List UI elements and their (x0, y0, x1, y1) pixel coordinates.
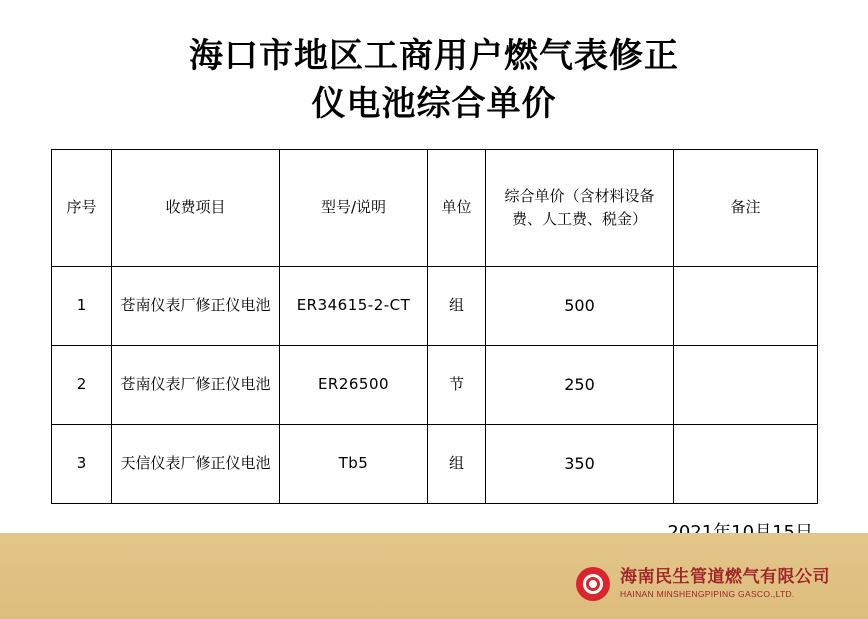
cell-item: 苍南仪表厂修正仪电池 (112, 266, 280, 345)
cell-unit: 节 (428, 345, 486, 424)
company-logo-icon (576, 567, 610, 601)
header-remark: 备注 (674, 149, 818, 266)
company-signature (576, 567, 830, 601)
table-row (52, 266, 818, 345)
price-table (51, 149, 818, 504)
page-title (0, 0, 868, 129)
company-name-cn: 海南民生管道燃气有限公司 (620, 567, 830, 588)
cell-index: 1 (52, 266, 112, 345)
cell-model: ER34615-2-CT (280, 266, 428, 345)
cell-price: 500 (486, 266, 674, 345)
price-table-wrap (51, 149, 817, 504)
table-row (52, 345, 818, 424)
cell-unit: 组 (428, 266, 486, 345)
footer-band (0, 533, 868, 619)
cell-remark (674, 424, 818, 503)
company-name-en: HAINAN MINSHENGPIPING GASCO.,LTD. (620, 589, 795, 600)
header-price-text: 综合单价（含材料设备费、人工费、税金） (504, 187, 655, 228)
table-row (52, 424, 818, 503)
title-line-1: 海口市地区工商用户燃气表修正 (189, 36, 679, 76)
cell-remark (674, 266, 818, 345)
table-header-row (52, 149, 818, 266)
table-body (52, 266, 818, 503)
cell-model: Tb5 (280, 424, 428, 503)
header-item: 收费项目 (112, 149, 280, 266)
cell-item: 天信仪表厂修正仪电池 (112, 424, 280, 503)
cell-remark (674, 345, 818, 424)
cell-price: 350 (486, 424, 674, 503)
cell-index: 3 (52, 424, 112, 503)
cell-item: 苍南仪表厂修正仪电池 (112, 345, 280, 424)
cell-price: 250 (486, 345, 674, 424)
header-price (486, 149, 674, 266)
cell-model: ER26500 (280, 345, 428, 424)
company-text (620, 568, 830, 599)
cell-unit: 组 (428, 424, 486, 503)
header-unit: 单位 (428, 149, 486, 266)
header-model: 型号/说明 (280, 149, 428, 266)
cell-index: 2 (52, 345, 112, 424)
table-header (52, 149, 818, 266)
header-index: 序号 (52, 149, 112, 266)
title-line-2: 仪电池综合单价 (311, 84, 557, 125)
